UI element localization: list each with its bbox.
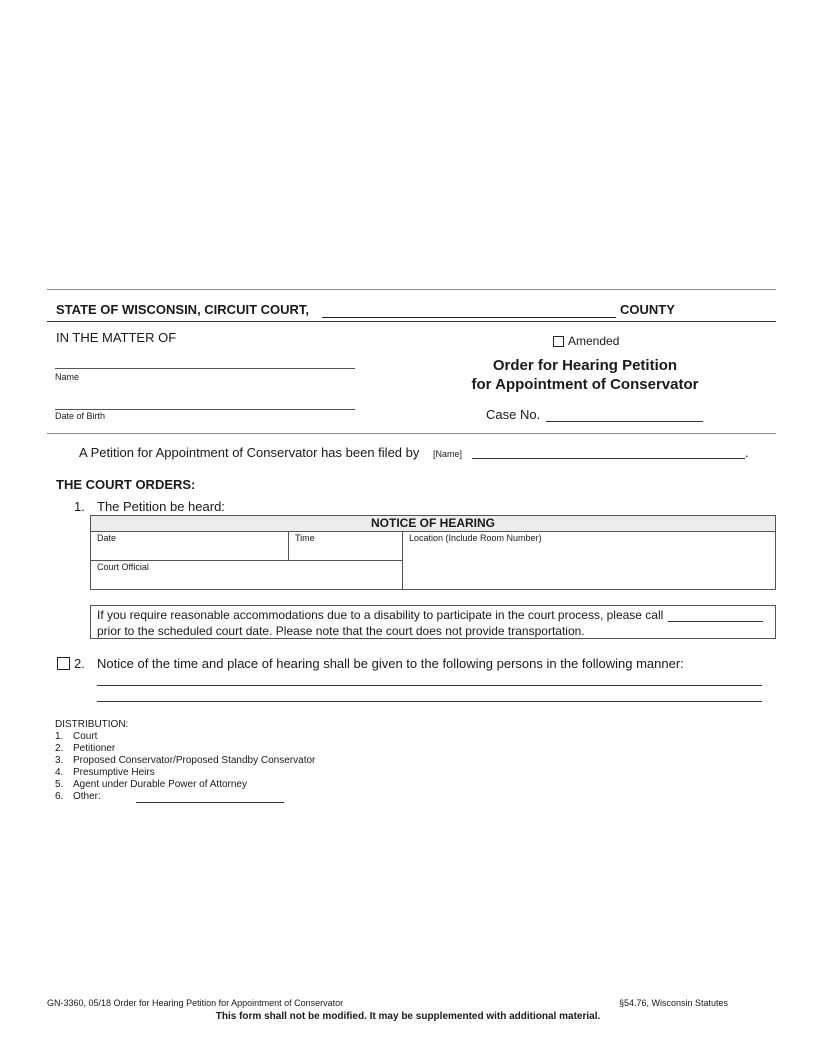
form-title-line1: Order for Hearing Petition <box>492 357 678 374</box>
hearing-date-field[interactable] <box>91 545 287 559</box>
other-distribution-field[interactable] <box>136 802 284 803</box>
header-rule <box>47 321 776 322</box>
form-id-footer: GN-3360, 05/18 Order for Hearing Petition for Appointment of Conservator <box>47 998 344 1008</box>
court-orders-heading: THE COURT ORDERS: <box>56 477 196 492</box>
hearing-date-label: Date <box>97 533 117 543</box>
matter-of-label: IN THE MATTER OF <box>56 330 177 345</box>
petitioner-name-field[interactable] <box>472 458 745 459</box>
accommodations-line2: prior to the scheduled court date. Please note that the court does not provide transportation. <box>97 624 585 638</box>
form-title-line2: for Appointment of Conservator <box>471 376 699 393</box>
distribution-item: 3. Proposed Conservator/Proposed Standby Conservator <box>55 755 316 766</box>
item2-number: 2. <box>74 656 85 671</box>
hearing-time-field[interactable] <box>290 545 401 559</box>
distribution-list <box>55 731 315 803</box>
date-of-birth-label: Date of Birth <box>55 411 106 421</box>
amended-label: Amended <box>568 334 620 348</box>
date-of-birth-field[interactable] <box>55 409 355 410</box>
distribution-item: 5. Agent under Durable Power of Attorney <box>55 779 247 790</box>
notice-of-hearing-title: NOTICE OF HEARING <box>370 516 495 530</box>
official-divider <box>91 560 402 561</box>
hearing-location-field[interactable] <box>404 545 774 588</box>
item2-text: Notice of the time and place of hearing shall be given to the following persons in the following manner: <box>97 656 684 671</box>
accommodations-line1: If you require reasonable accommodations due to a disability to participate in the court process, please call <box>97 608 664 622</box>
distribution-item: 2. Petitioner <box>55 743 116 754</box>
hearing-location-label: Location (Include Room Number) <box>409 533 542 543</box>
item1-number: 1. <box>74 499 85 514</box>
accommodations-phone-field[interactable] <box>668 621 763 622</box>
caption-bottom-rule <box>47 433 776 434</box>
top-rule <box>47 289 776 290</box>
petition-filed-text: A Petition for Appointment of Conservator has been filed by <box>79 445 420 460</box>
item1-text: The Petition be heard: <box>97 499 225 514</box>
case-no-label: Case No. <box>486 407 541 422</box>
modification-notice: This form shall not be modified. It may be supplemented with additional material. <box>215 1011 601 1022</box>
date-time-divider <box>288 532 289 560</box>
statute-footer: §54.76, Wisconsin Statutes <box>619 998 729 1008</box>
hearing-time-label: Time <box>295 533 315 543</box>
name-label: Name <box>55 372 80 382</box>
name-hint: [Name] <box>433 449 463 459</box>
distribution-item: 6. Other: <box>55 791 101 802</box>
case-no-field[interactable] <box>546 421 703 422</box>
court-official-label: Court Official <box>97 562 149 572</box>
notice-manner-line2[interactable] <box>97 701 762 702</box>
notice-manner-line1[interactable] <box>97 685 762 686</box>
county-name-field[interactable] <box>322 317 616 318</box>
distribution-item: 1. Court <box>55 731 98 742</box>
distribution-heading: DISTRIBUTION: <box>55 719 129 730</box>
period: . <box>745 445 749 460</box>
court-official-field[interactable] <box>91 574 401 588</box>
time-location-divider <box>402 532 403 589</box>
county-label: COUNTY <box>620 302 675 317</box>
item2-checkbox[interactable] <box>57 657 70 670</box>
amended-checkbox[interactable] <box>553 336 564 347</box>
name-field[interactable] <box>55 368 355 369</box>
distribution-item: 4. Presumptive Heirs <box>55 767 155 778</box>
state-court-label: STATE OF WISCONSIN, CIRCUIT COURT, <box>56 302 310 317</box>
